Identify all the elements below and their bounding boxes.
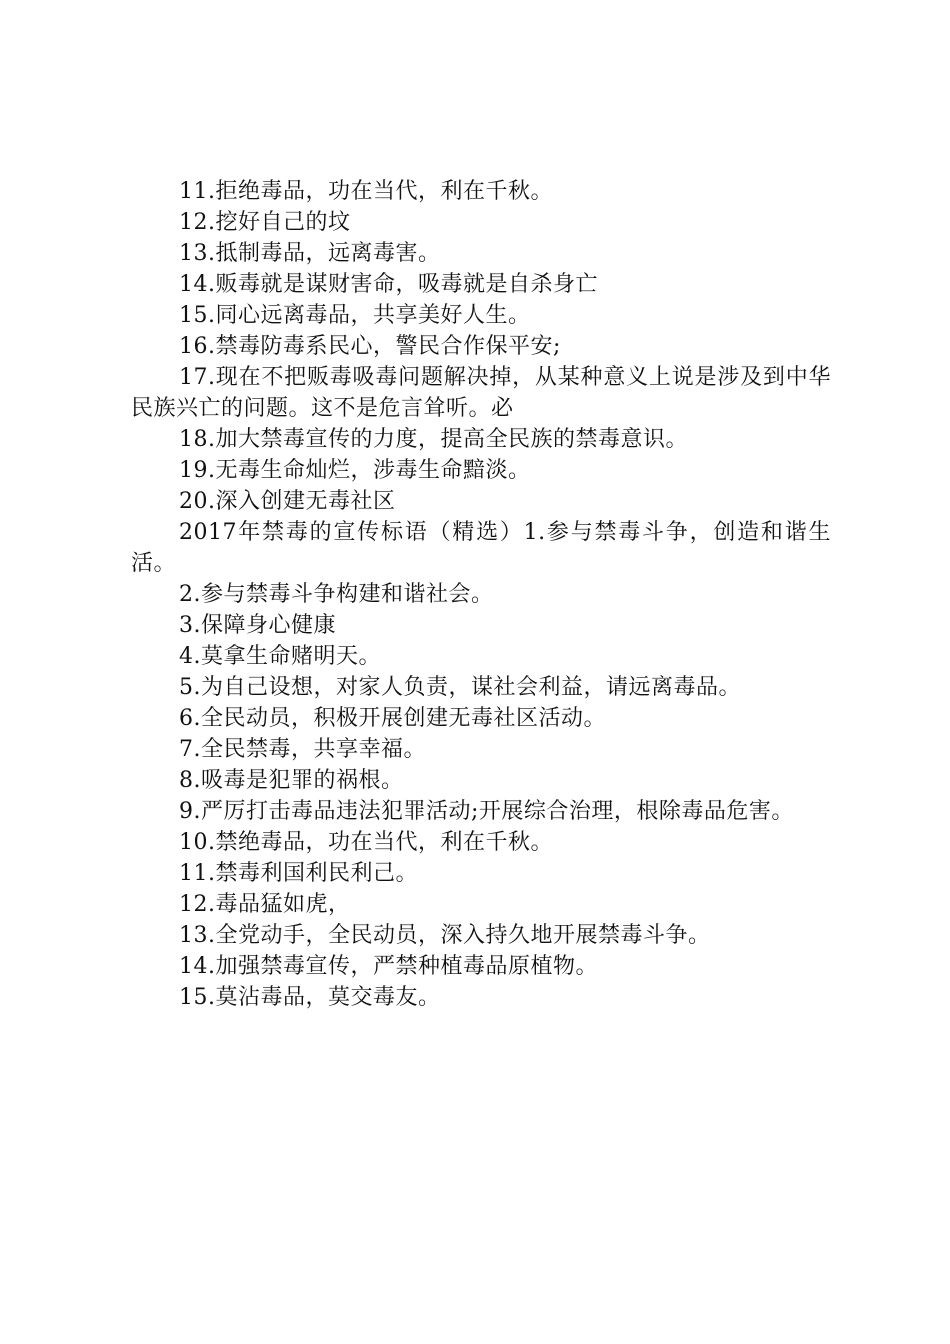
paragraph-line-8: 18.加大禁毒宣传的力度，提高全民族的禁毒意识。 — [179, 427, 688, 452]
document-body — [131, 176, 831, 1013]
paragraph-line-5: 15.同心远离毒品，共享美好人生。 — [179, 303, 531, 328]
paragraph-line-10: 20.深入创建无毒社区 — [179, 489, 396, 514]
paragraph-line-3: 13.抵制毒品，远离毒害。 — [179, 241, 441, 266]
paragraph-line-19: 9.严厉打击毒品违法犯罪活动;开展综合治理，根除毒品危害。 — [179, 799, 794, 824]
paragraph-line-18: 8.吸毒是犯罪的祸根。 — [179, 768, 404, 793]
paragraph-line-17: 7.全民禁毒，共享幸福。 — [179, 737, 426, 762]
paragraph-line-25: 15.莫沾毒品，莫交毒友。 — [179, 985, 441, 1010]
paragraph-line-15: 5.为自己设想，对家人负责，谋社会利益，请远离毒品。 — [179, 675, 741, 700]
paragraph-line-4: 14.贩毒就是谋财害命，吸毒就是自杀身亡 — [179, 272, 598, 297]
paragraph-line-23: 13.全党动手，全民动员，深入持久地开展禁毒斗争。 — [179, 923, 711, 948]
paragraph-line-6: 16.禁毒防毒系民心，警民合作保平安; — [179, 334, 561, 359]
paragraph-line-2: 12.挖好自己的坟 — [179, 210, 351, 235]
paragraph-line-1: 11.拒绝毒品，功在当代，利在千秋。 — [179, 179, 553, 204]
paragraph-line-9: 19.无毒生命灿烂，涉毒生命黯淡。 — [179, 458, 531, 483]
paragraph-line-20: 10.禁绝毒品，功在当代，利在千秋。 — [179, 830, 553, 855]
paragraph-line-22: 12.毒品猛如虎， — [179, 892, 351, 917]
paragraph-line-13: 3.保障身心健康 — [179, 613, 336, 638]
paragraph-line-12: 2.参与禁毒斗争构建和谐社会。 — [179, 582, 494, 607]
paragraph-line-11: 2017年禁毒的宣传标语（精选）1.参与禁毒斗争，创造和谐生活。 — [131, 520, 831, 576]
paragraph-line-7: 17.现在不把贩毒吸毒问题解决掉，从某种意义上说是涉及到中华民族兴亡的问题。这不是危言耸听。必 — [131, 365, 831, 421]
paragraph-line-21: 11.禁毒利国利民利己。 — [179, 861, 418, 886]
paragraph-line-16: 6.全民动员，积极开展创建无毒社区活动。 — [179, 706, 606, 731]
paragraph-line-24: 14.加强禁毒宣传，严禁种植毒品原植物。 — [179, 954, 598, 979]
paragraph-line-14: 4.莫拿生命赌明天。 — [179, 644, 381, 669]
